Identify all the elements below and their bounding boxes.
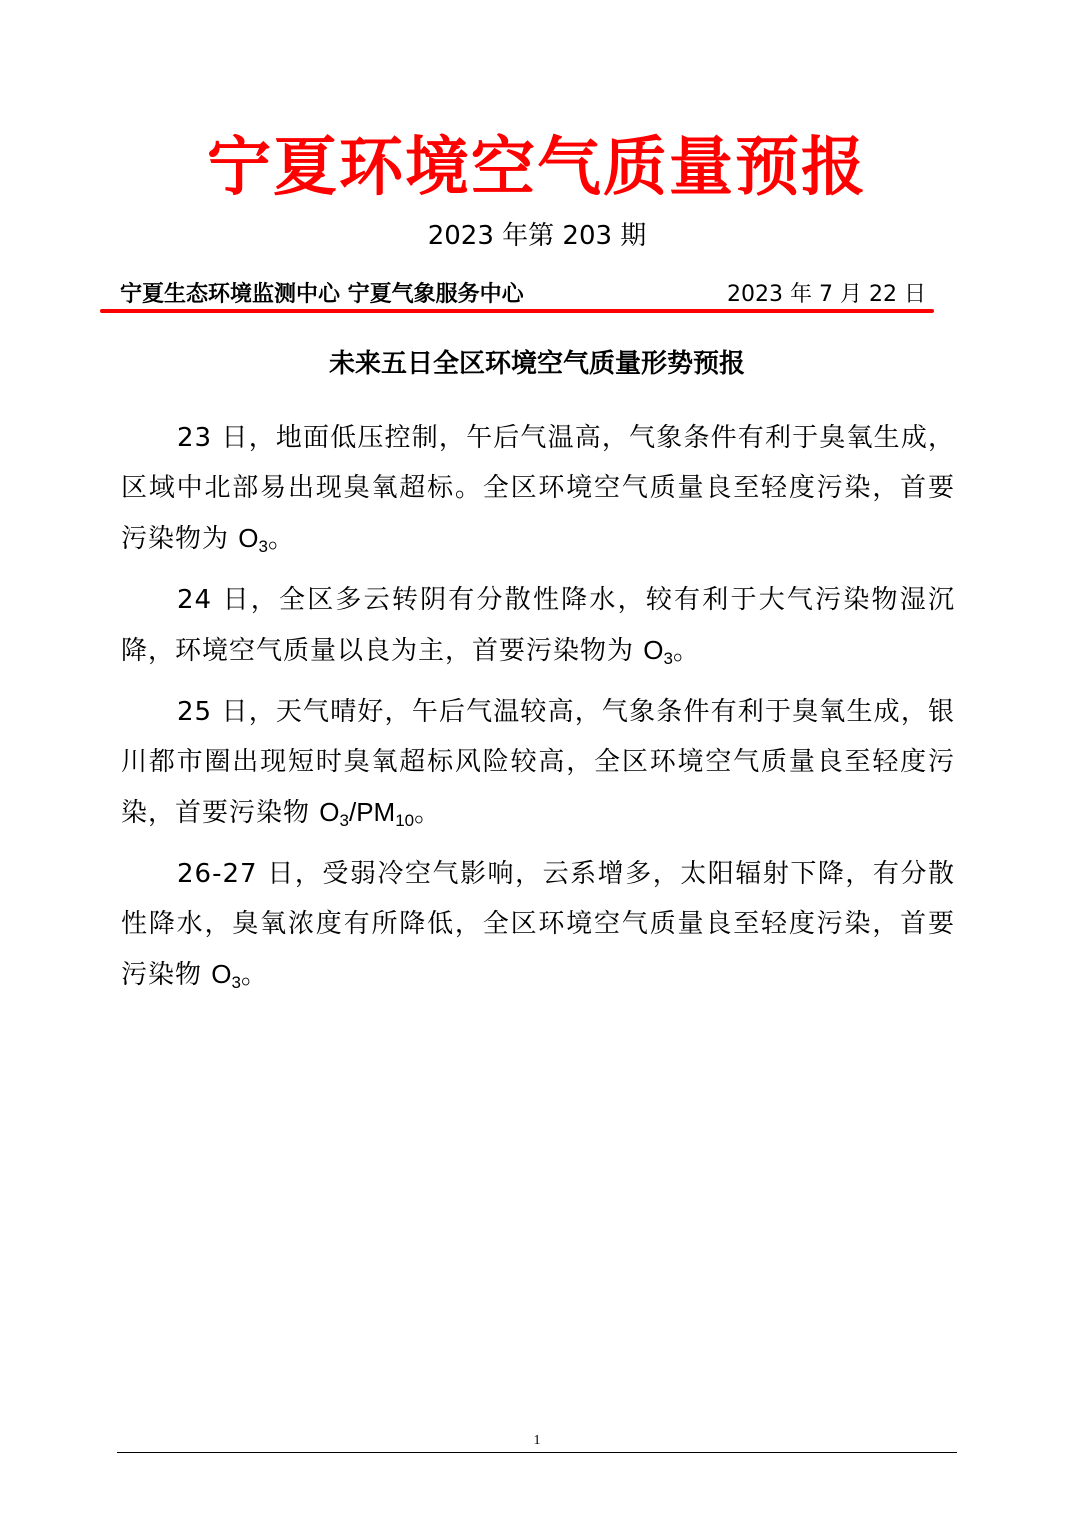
forecast-body xyxy=(121,413,955,1011)
pollutant-subscript: 3 xyxy=(258,537,268,556)
pollutant-subscript: 3 xyxy=(231,973,241,992)
forecast-paragraph xyxy=(121,687,955,838)
pollutant-symbol: O xyxy=(238,523,259,553)
issuer-line xyxy=(120,279,926,311)
forecast-paragraph xyxy=(121,849,955,1000)
pollutant-formula xyxy=(238,523,268,556)
paragraph-text: 26-27 日，受弱冷空气影响，云系增多，太阳辐射下降，有分散性降水，臭氧浓度有所降低，全区环境空气质量良至轻度污染，首要污染物 xyxy=(121,859,955,990)
paragraph-text: 25 日，天气晴好，午后气温较高，气象条件有利于臭氧生成，银川都市圈出现短时臭氧超标风险较高，全区环境空气质量良至轻度污染，首要污染物 xyxy=(121,697,955,828)
paragraph-end: 。 xyxy=(414,798,442,828)
paragraph-text: 24 日，全区多云转阴有分散性降水，较有利于大气污染物湿沉降，环境空气质量以良为主，首要污染物为 xyxy=(121,585,955,666)
pollutant-symbol: O xyxy=(211,959,232,989)
pollutant-formula xyxy=(319,797,415,830)
paragraph-end: 。 xyxy=(672,636,700,666)
document-title: 宁夏环境空气质量预报 xyxy=(207,131,867,205)
section-heading: 未来五日全区环境空气质量形势预报 xyxy=(328,349,745,379)
page-number: 1 xyxy=(533,1433,541,1448)
footer-rule xyxy=(117,1452,957,1453)
pollutant-subscript: 3 xyxy=(663,649,673,668)
forecast-paragraph xyxy=(121,413,955,564)
paragraph-text: 23 日，地面低压控制，午后气温高，气象条件有利于臭氧生成，区域中北部易出现臭氧超标。全区环境空气质量良至轻度污染，首要污染物为 xyxy=(121,423,955,554)
pollutant-formula xyxy=(211,959,241,992)
issuing-organizations: 宁夏生态环境监测中心 宁夏气象服务中心 xyxy=(120,282,524,307)
pollutant-symbol: O xyxy=(319,797,340,827)
forecast-paragraph xyxy=(121,575,955,676)
pollutant-subscript-secondary: 10 xyxy=(395,811,415,830)
pollutant-symbol: O xyxy=(643,635,664,665)
issue-number: 2023 年第 203 期 xyxy=(427,221,647,251)
red-header-rule xyxy=(100,309,934,313)
pollutant-subscript: 3 xyxy=(339,811,349,830)
paragraph-end: 。 xyxy=(240,960,268,990)
issue-date: 2023 年 7 月 22 日 xyxy=(727,282,926,307)
pollutant-formula xyxy=(643,635,673,668)
paragraph-end: 。 xyxy=(267,524,295,554)
pollutant-symbol-secondary: /PM xyxy=(348,797,396,827)
